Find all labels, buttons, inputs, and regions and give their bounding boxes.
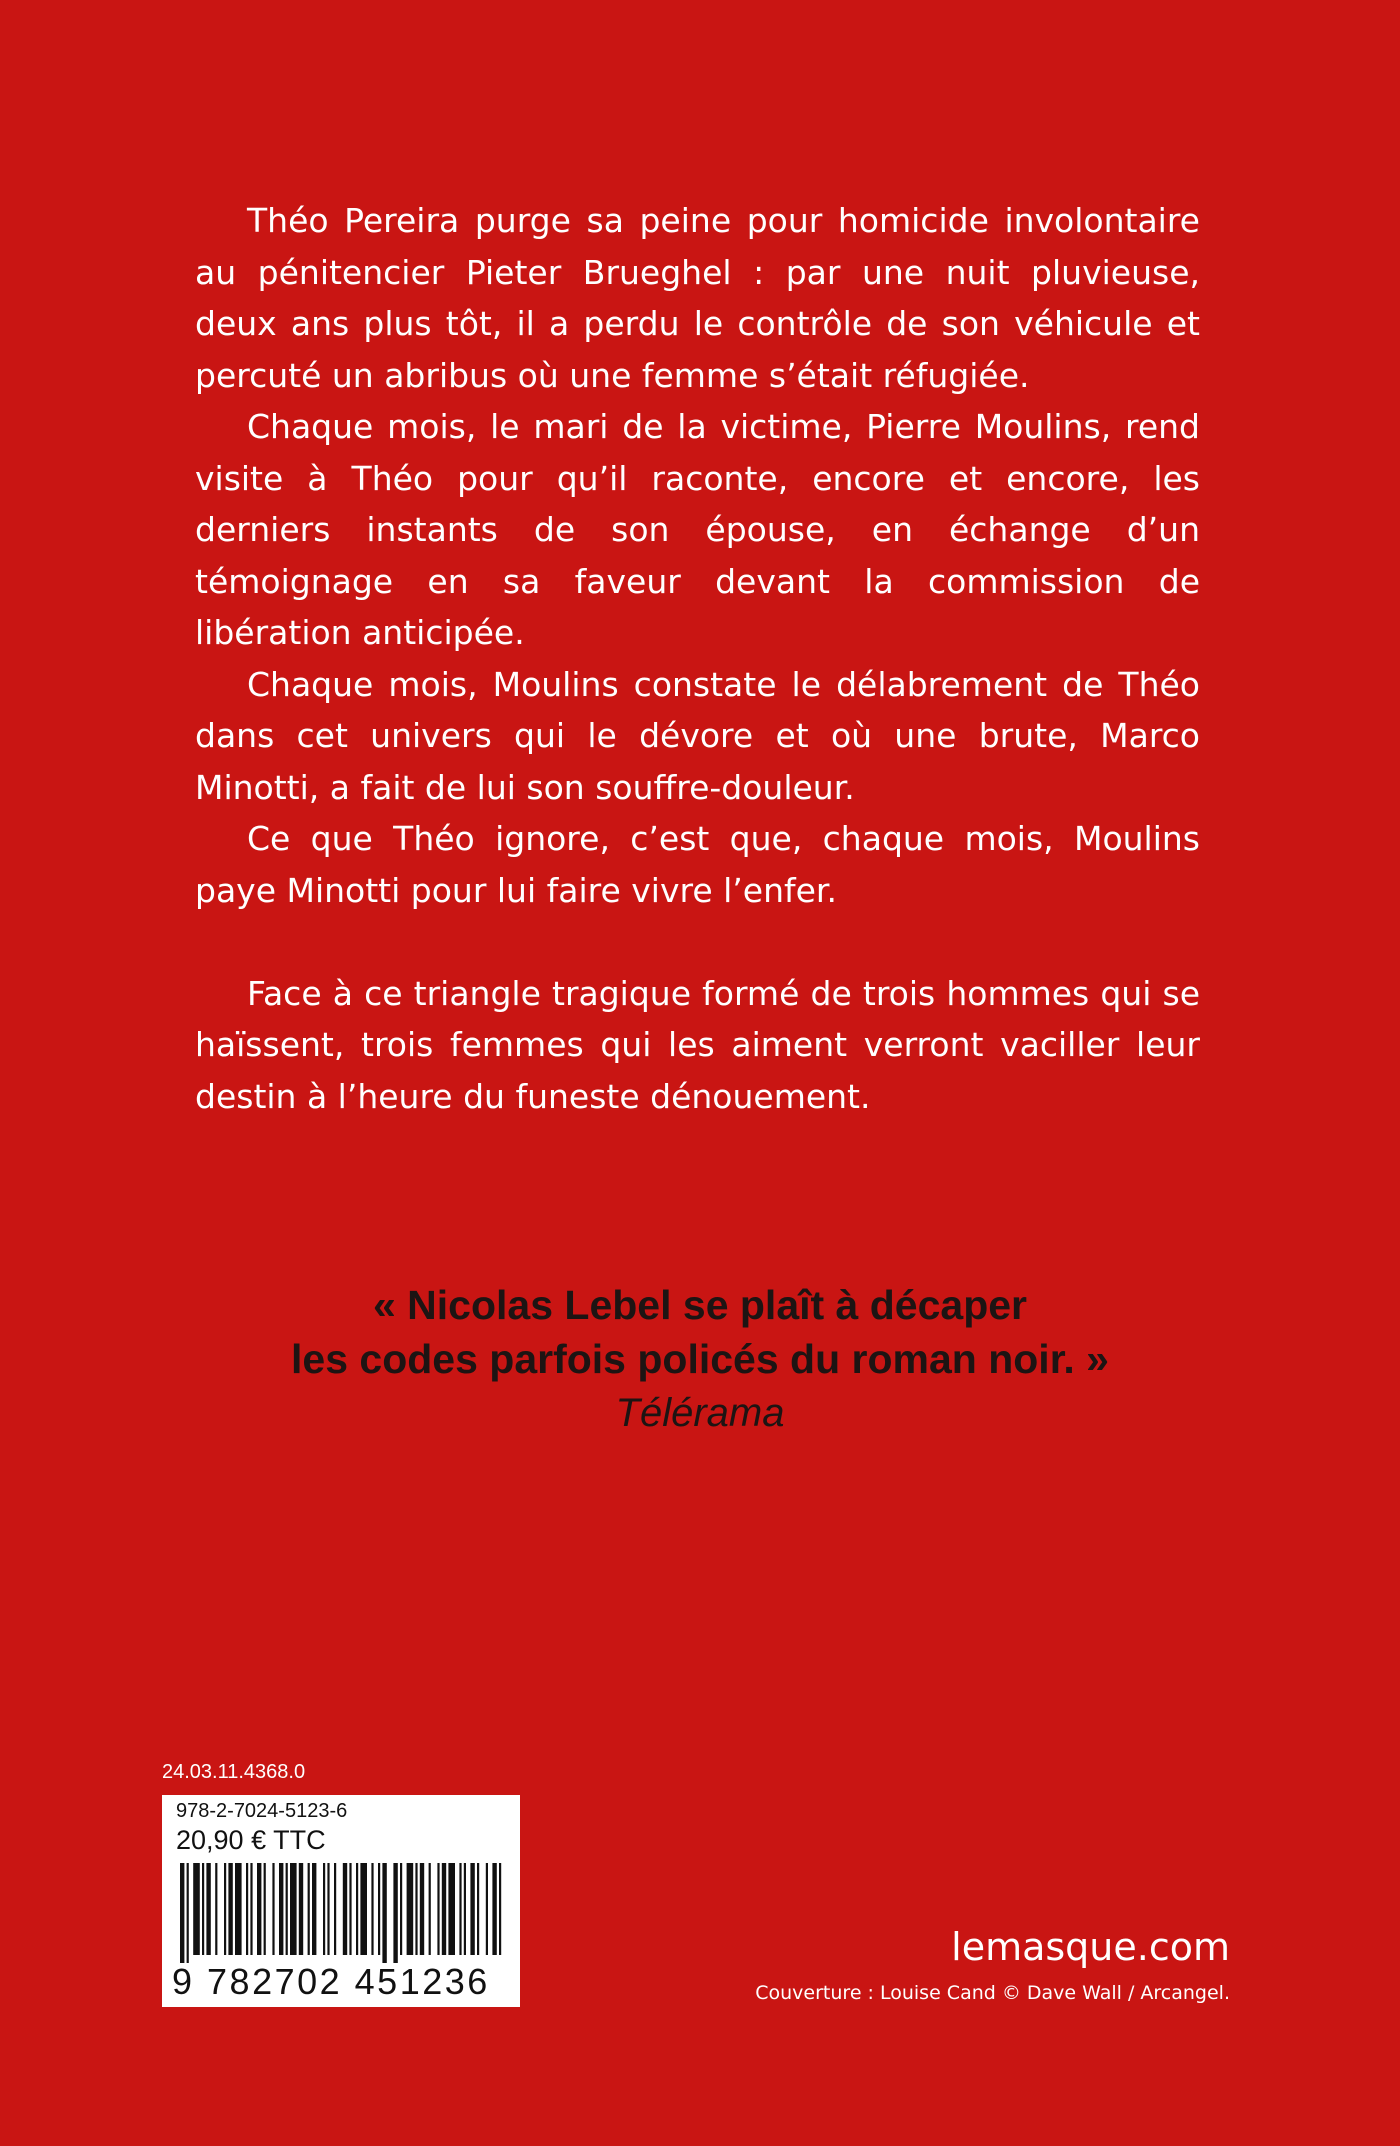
isbn-number: 978-2-7024-5123-6 — [176, 1800, 348, 1822]
barcode-bar — [180, 1863, 184, 1963]
cover-credit: Couverture : Louise Cand © Dave Wall / Arcangel. — [755, 1982, 1230, 2004]
barcode-bar — [264, 1863, 266, 1955]
barcode-bar — [470, 1863, 474, 1955]
barcode-bar — [206, 1863, 210, 1955]
press-quote-source: Télérama — [615, 1391, 785, 1435]
reference-code: 24.03.11.4368.0 — [162, 1761, 306, 1783]
press-quote — [0, 1278, 1400, 1440]
press-quote-line-2: les codes parfois policés du roman noir. » — [291, 1336, 1109, 1382]
barcode-bar — [279, 1863, 283, 1955]
barcode-bar — [343, 1863, 347, 1955]
barcode-bar — [349, 1863, 351, 1955]
barcode-bar — [286, 1863, 288, 1955]
barcode-bar — [257, 1863, 261, 1955]
barcode-bar — [250, 1863, 252, 1955]
barcode-bar — [187, 1863, 189, 1963]
barcode-bar — [228, 1863, 232, 1955]
barcode-bar — [334, 1863, 336, 1955]
blurb-paragraph-3: Chaque mois, Moulins constate le délabrement de Théo dans cet univers qui le dévore et où une brute, Marco Minotti, a fait de lui son souffre-douleur. — [195, 664, 1200, 807]
blurb-paragraph-4: Ce que Théo ignore, c’est que, chaque mois, Moulins paye Minotti pour lui faire vivre l’enfer. — [195, 819, 1200, 910]
barcode-bar — [415, 1863, 417, 1955]
barcode-bar — [464, 1863, 466, 1955]
barcode-bar — [393, 1863, 397, 1963]
blurb-paragraph-5: Face à ce triangle tragique formé de trois hommes qui se haïssent, trois femmes qui les aiment verront vaciller leur destin à l’heure du funeste dénouement. — [195, 973, 1200, 1116]
barcode-bar — [323, 1863, 325, 1955]
barcode-bar — [382, 1863, 386, 1963]
blurb-paragraph-2: Chaque mois, le mari de la victime, Pierre Moulins, rend visite à Théo pour qu’il raconte, encore et encore, les derniers instants de son épouse, en échange d’un témoignage en sa faveur devant la commission de libération anticipée. — [195, 407, 1200, 652]
blurb-paragraph-1: Théo Pereira purge sa peine pour homicide involontaire au pénitencier Pieter Brueghel : par une nuit pluvieuse, deux ans plus tôt, il a perdu le contrôle de son véhicule et percuté un abribus où une femme s’était réfugiée. — [195, 201, 1200, 395]
barcode-bar — [235, 1863, 242, 1955]
barcode-bar — [492, 1863, 496, 1955]
barcode-bar — [312, 1863, 316, 1955]
barcode-bar — [215, 1863, 217, 1955]
back-cover-blurb — [195, 195, 1200, 1122]
barcode-bar — [356, 1863, 358, 1955]
barcode-bar — [477, 1863, 479, 1955]
barcode-bar — [290, 1863, 297, 1955]
barcode-bar — [371, 1863, 373, 1955]
barcode-bar — [202, 1863, 204, 1955]
barcode-bar — [193, 1863, 200, 1955]
barcode-bar — [299, 1863, 303, 1955]
barcode-bar — [327, 1863, 329, 1955]
barcode-bar — [486, 1863, 488, 1955]
barcode-graphic — [176, 1863, 506, 1963]
barcode-bar — [499, 1863, 501, 1955]
barcode-bar — [448, 1863, 455, 1955]
barcode-bar — [437, 1863, 439, 1955]
barcode-bar — [429, 1863, 431, 1955]
barcode-bar — [378, 1863, 380, 1955]
price-label: 20,90 € TTC — [176, 1825, 326, 1855]
press-quote-line-1: « Nicolas Lebel se plaît à décaper — [372, 1282, 1028, 1328]
barcode-bar — [272, 1863, 274, 1955]
barcode-label — [162, 1795, 520, 2007]
publisher-website: lemasque.com — [951, 1925, 1230, 1969]
barcode-bar — [308, 1863, 310, 1955]
barcode-bar — [224, 1863, 226, 1955]
barcode-bar — [407, 1863, 414, 1955]
barcode-digits: 9 782702 451236 — [172, 1961, 490, 2002]
barcode-bar — [459, 1863, 461, 1955]
barcode-bar — [420, 1863, 424, 1955]
barcode-bar — [246, 1863, 248, 1955]
barcode-bar — [400, 1863, 402, 1955]
barcode-bar — [360, 1863, 367, 1955]
barcode-bar — [442, 1863, 446, 1955]
